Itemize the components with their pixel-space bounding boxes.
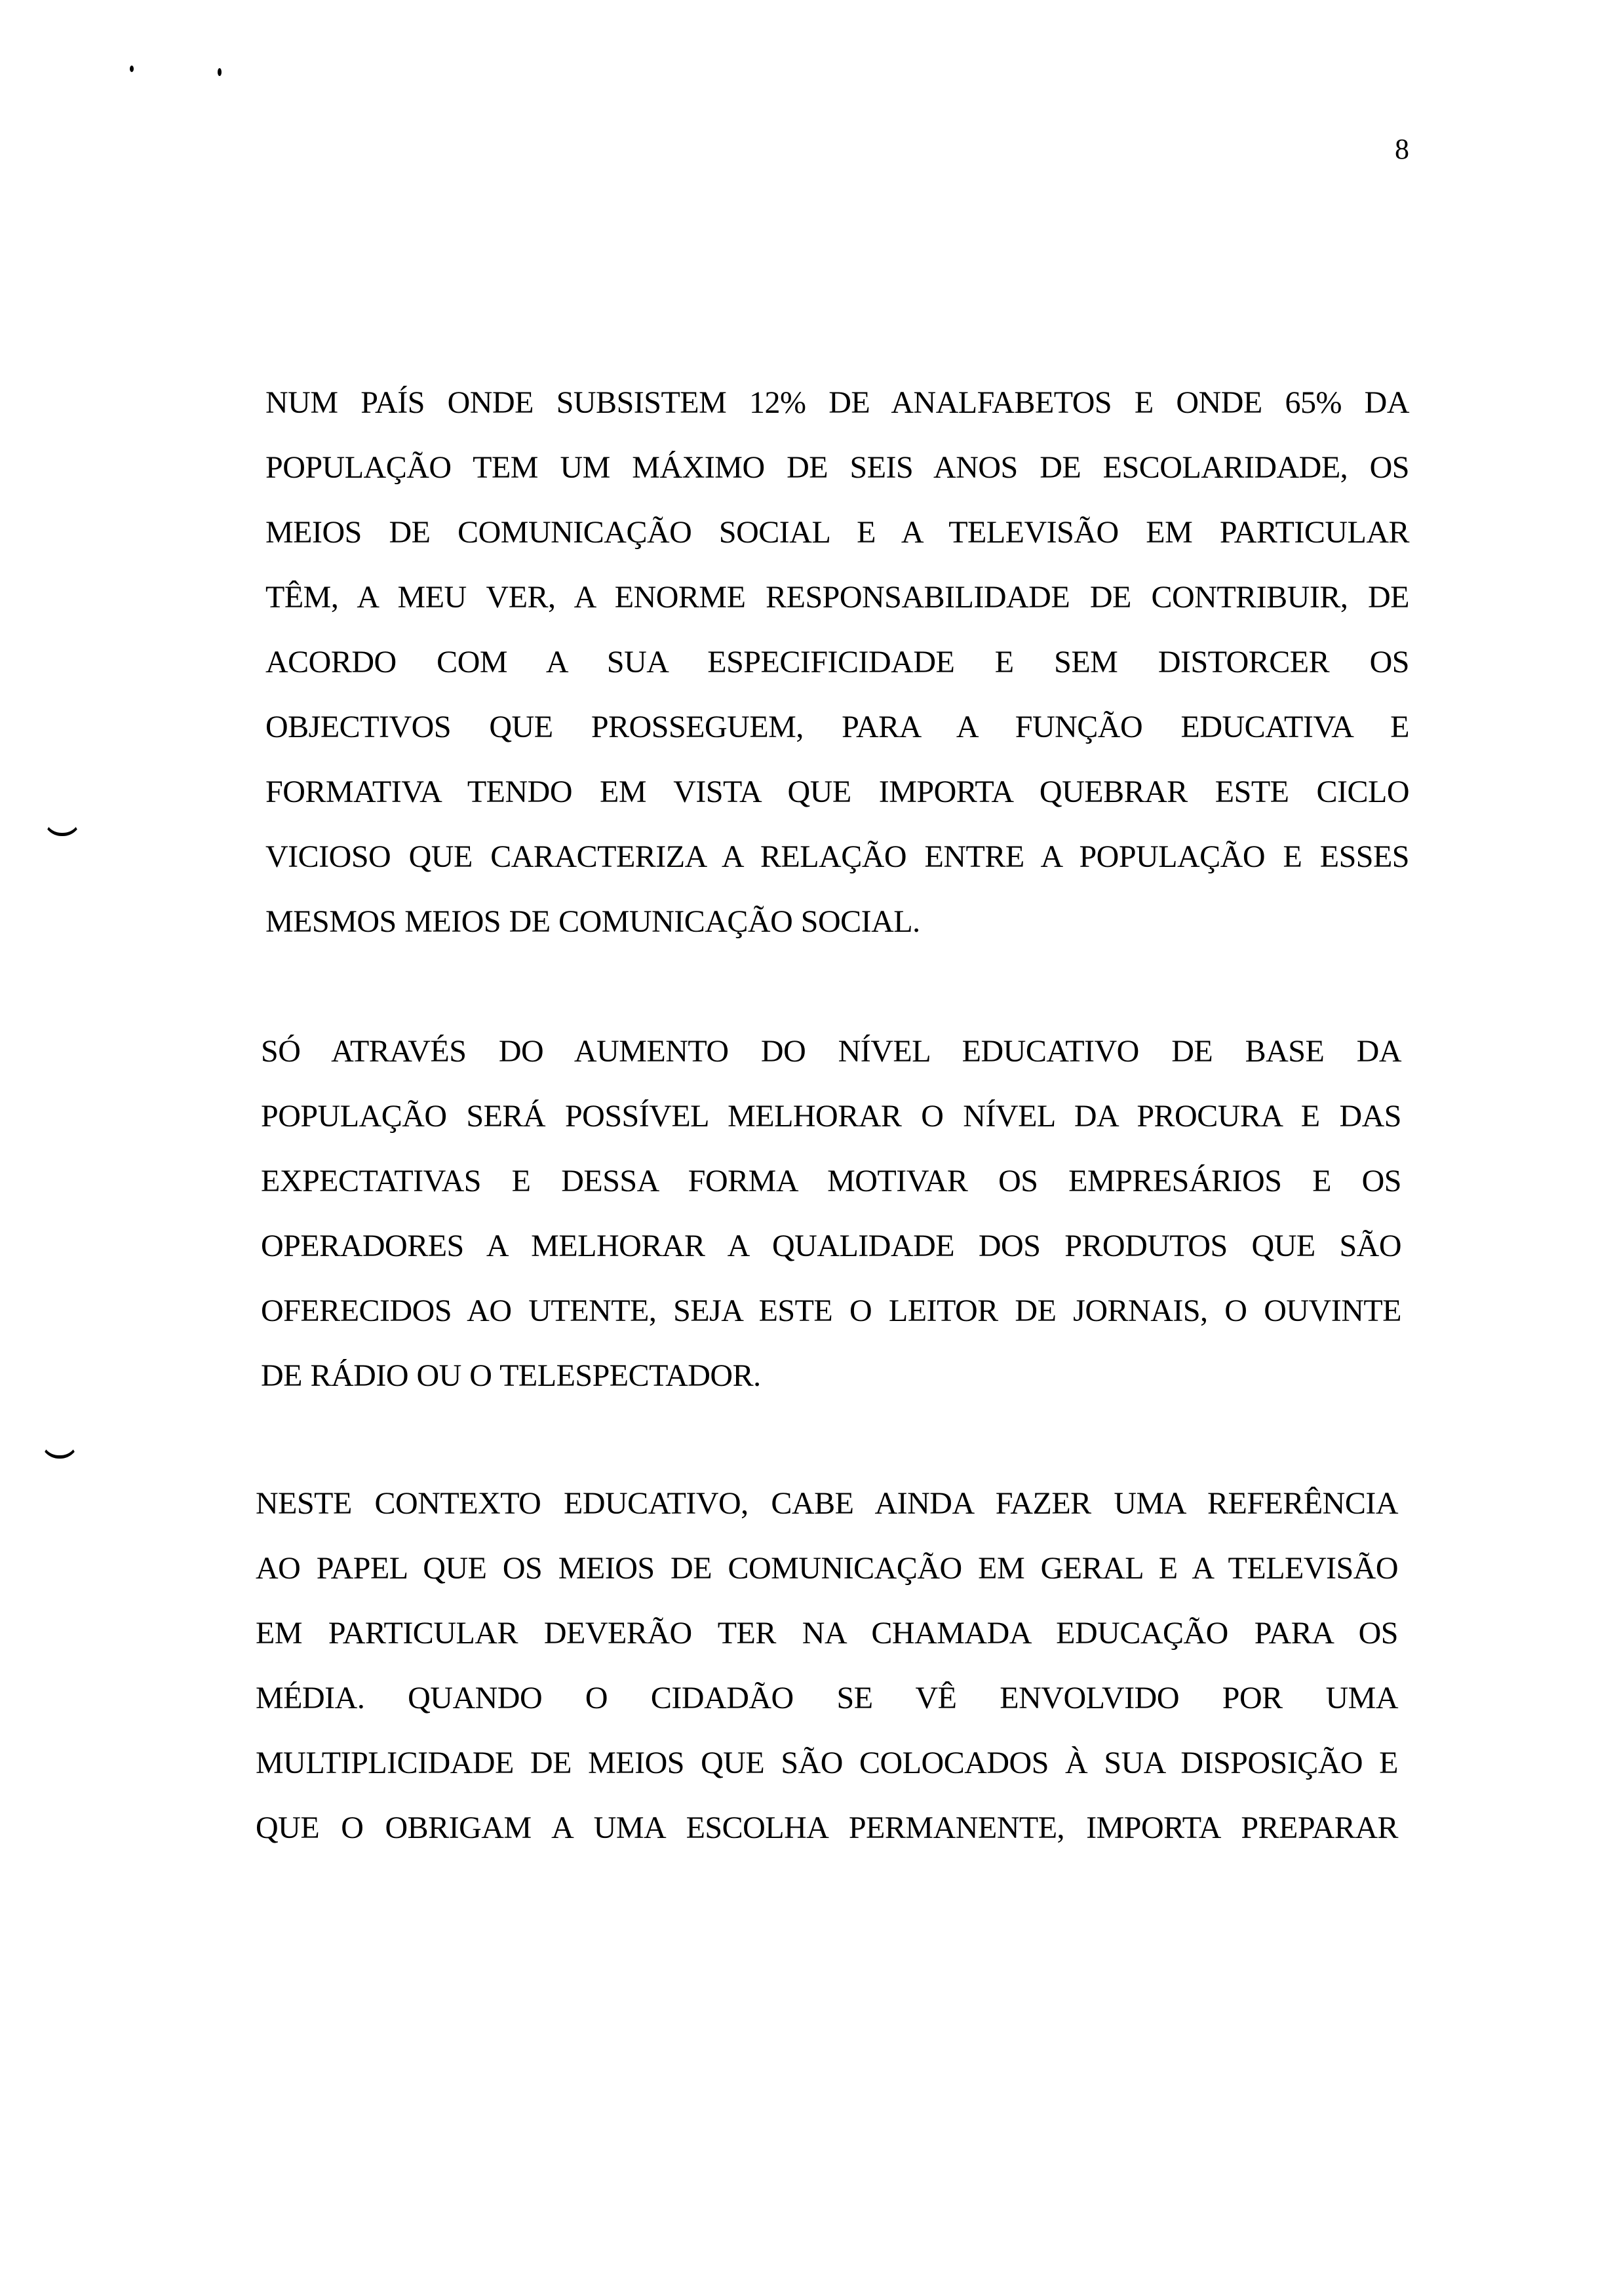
text-line: POPULAÇÃO TEM UM MÁXIMO DE SEIS ANOS DE ESCOLARIDADE, OS [265,450,1409,485]
text-line: POPULAÇÃO SERÁ POSSÍVEL MELHORAR O NÍVEL DA PROCURA E DAS [261,1099,1401,1134]
text-line: OBJECTIVOS QUE PROSSEGUEM, PARA A FUNÇÃO EDUCATIVA E [265,710,1409,744]
text-line: SÓ ATRAVÉS DO AUMENTO DO NÍVEL EDUCATIVO DE BASE DA [261,1034,1401,1069]
text-line: MÉDIA. QUANDO O CIDADÃO SE VÊ ENVOLVIDO POR UMA [256,1681,1398,1715]
text-line: NUM PAÍS ONDE SUBSISTEM 12% DE ANALFABETOS E ONDE 65% DA [265,385,1409,420]
margin-check-mark-1 [43,818,81,836]
text-line: OFERECIDOS AO UTENTE, SEJA ESTE O LEITOR DE JORNAIS, O OUVINTE [261,1293,1401,1328]
text-line: MEIOS DE COMUNICAÇÃO SOCIAL E A TELEVISÃO EM PARTICULAR [265,515,1409,550]
scan-speck-1 [130,66,134,72]
text-line: VICIOSO QUE CARACTERIZA A RELAÇÃO ENTRE A POPULAÇÃO E ESSES [265,839,1409,874]
page-number: 8 [1395,133,1409,165]
text-line: NESTE CONTEXTO EDUCATIVO, CABE AINDA FAZER UMA REFERÊNCIA [256,1486,1398,1521]
text-line: EXPECTATIVAS E DESSA FORMA MOTIVAR OS EMPRESÁRIOS E OS [261,1164,1401,1198]
text-line: ACORDO COM A SUA ESPECIFICIDADE E SEM DISTORCER OS [265,645,1409,679]
text-line: DE RÁDIO OU O TELESPECTADOR. [261,1358,761,1393]
text-line: TÊM, A MEU VER, A ENORME RESPONSABILIDADE DE CONTRIBUIR, DE [265,580,1409,615]
text-line: AO PAPEL QUE OS MEIOS DE COMUNICAÇÃO EM GERAL E A TELEVISÃO [256,1551,1398,1586]
paragraph-3 [256,1471,1398,1860]
scan-speck-2 [218,68,222,76]
text-line: MULTIPLICIDADE DE MEIOS QUE SÃO COLOCADOS À SUA DISPOSIÇÃO E [256,1746,1398,1780]
margin-check-mark-2 [41,1440,79,1459]
text-line: MESMOS MEIOS DE COMUNICAÇÃO SOCIAL. [265,904,920,939]
text-line: OPERADORES A MELHORAR A QUALIDADE DOS PRODUTOS QUE SÃO [261,1229,1401,1263]
text-line: FORMATIVA TENDO EM VISTA QUE IMPORTA QUEBRAR ESTE CICLO [265,775,1409,809]
paragraph-1 [265,370,1409,954]
text-line: QUE O OBRIGAM A UMA ESCOLHA PERMANENTE, IMPORTA PREPARAR [256,1810,1398,1845]
text-line: EM PARTICULAR DEVERÃO TER NA CHAMADA EDUCAÇÃO PARA OS [256,1616,1398,1651]
paragraph-2 [261,1019,1401,1408]
